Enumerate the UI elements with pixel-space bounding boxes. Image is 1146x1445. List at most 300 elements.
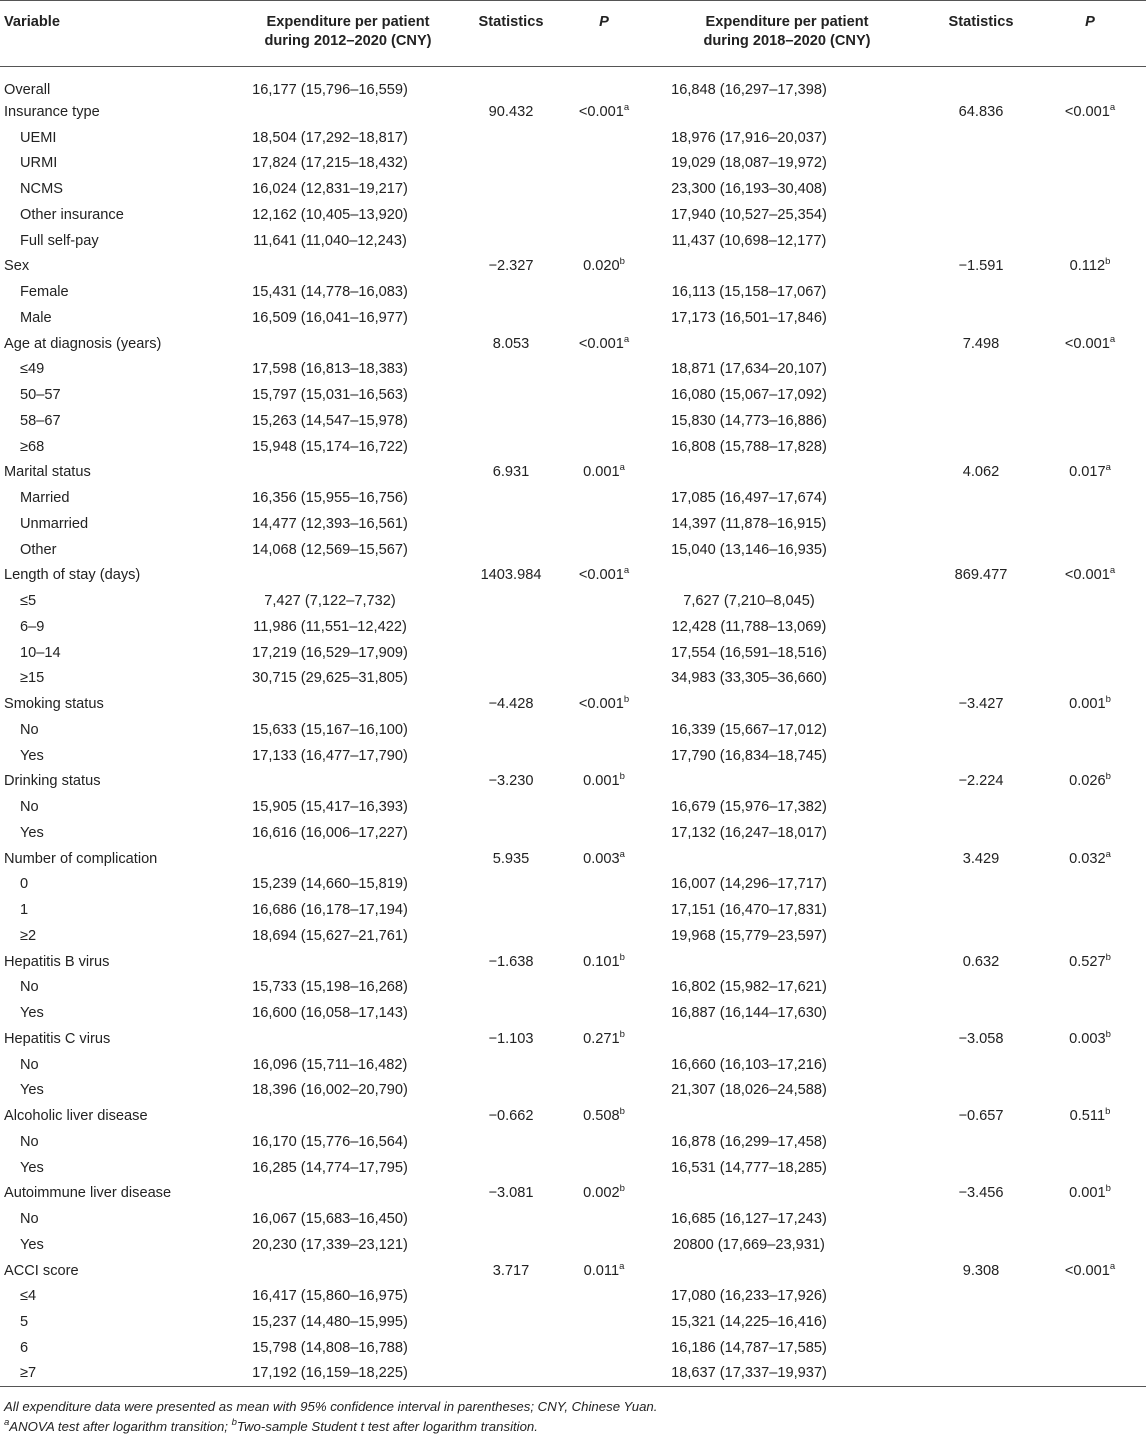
p-value-1-cell <box>562 537 646 563</box>
statistics-1-cell <box>460 67 562 100</box>
statistics-2-cell <box>928 537 1034 563</box>
statistics-1-cell <box>460 717 562 743</box>
p-value-2-cell <box>1034 537 1146 563</box>
p-value-1-cell <box>562 305 646 331</box>
p-value-1-cell <box>562 1052 646 1078</box>
expenditure-2012-2020-cell: 16,170 (15,776–16,564) <box>252 1133 408 1150</box>
statistics-2-cell: −2.224 <box>958 773 1004 790</box>
p-value-2-cell: <0.001$^a$ <box>1064 101 1116 120</box>
expenditure-2018-2020-cell: 16,531 (14,777–18,285) <box>671 1159 827 1176</box>
p-value-2-cell <box>1034 1309 1146 1335</box>
statistics-1-cell: 3.717 <box>492 1262 530 1279</box>
statistics-2-cell <box>928 640 1034 666</box>
expenditure-2018-2020-cell: 23,300 (16,193–30,408) <box>671 181 827 198</box>
variable-cell: UEMI <box>20 129 57 146</box>
statistics-1-cell <box>460 151 562 177</box>
statistics-1-cell <box>460 872 562 898</box>
p-value-2-cell <box>1034 176 1146 202</box>
header-p-1: P <box>599 14 609 30</box>
statistics-1-cell <box>460 588 562 614</box>
expenditure-2018-2020-cell: 17,151 (16,470–17,831) <box>671 902 827 919</box>
expenditure-2018-2020-cell: 21,307 (18,026–24,588) <box>671 1082 827 1099</box>
table-row <box>0 769 1146 795</box>
statistics-1-cell <box>460 1232 562 1258</box>
p-value-1-cell <box>562 1361 646 1387</box>
p-value-2-cell: 0.511$^b$ <box>1069 1106 1111 1125</box>
footnote-1: All expenditure data were presented as mean with 95% confidence interval in parentheses; CNY, Chinese Yuan. <box>4 1399 658 1414</box>
expenditure-2012-2020-cell: 15,797 (15,031–16,563) <box>252 387 408 404</box>
table-row <box>0 717 1146 743</box>
variable-cell: 0 <box>20 876 29 893</box>
variable-cell: ≤49 <box>20 361 45 378</box>
variable-cell: ACCI score <box>4 1262 79 1279</box>
p-value-1-cell <box>562 794 646 820</box>
p-value-2-cell <box>1034 1052 1146 1078</box>
expenditure-2012-2020-cell <box>236 254 460 280</box>
expenditure-2012-2020-cell <box>236 1258 460 1284</box>
variable-cell: Autoimmune liver disease <box>4 1185 172 1202</box>
variable-cell: No <box>20 1133 39 1150</box>
expenditure-2018-2020-cell: 16,808 (15,788–17,828) <box>671 438 827 455</box>
statistics-1-cell: 90.432 <box>488 103 534 120</box>
variable-cell: Female <box>20 284 69 301</box>
variable-cell: ≥2 <box>20 927 37 944</box>
p-value-2-cell <box>1034 1206 1146 1232</box>
p-value-1-cell <box>562 1232 646 1258</box>
statistics-1-cell <box>460 1206 562 1232</box>
variable-cell: No <box>20 1056 39 1073</box>
table-row <box>0 202 1146 228</box>
statistics-1-cell <box>460 279 562 305</box>
p-value-2-cell <box>1034 67 1146 100</box>
p-value-2-cell <box>1034 1361 1146 1387</box>
expenditure-2018-2020-cell: 19,029 (18,087–19,972) <box>671 155 827 172</box>
statistics-2-cell <box>928 125 1034 151</box>
statistics-1-cell: −3.230 <box>488 773 534 790</box>
p-value-2-cell <box>1034 666 1146 692</box>
table-row <box>0 305 1146 331</box>
expenditure-2012-2020-cell: 17,133 (16,477–17,790) <box>252 747 408 764</box>
expenditure-2018-2020-cell: 18,976 (17,916–20,037) <box>671 129 827 146</box>
p-value-2-cell <box>1034 1232 1146 1258</box>
expenditure-2018-2020-cell <box>646 331 928 357</box>
variable-cell: Full self-pay <box>20 232 99 249</box>
header-statistics-1: Statistics <box>478 14 544 30</box>
statistics-2-cell: 64.836 <box>958 103 1004 120</box>
expenditure-2012-2020-cell: 15,237 (14,480–15,995) <box>252 1314 408 1331</box>
variable-cell: Sex <box>4 258 30 275</box>
p-value-2-cell <box>1034 408 1146 434</box>
statistics-1-cell <box>460 228 562 254</box>
statistics-2-cell <box>928 202 1034 228</box>
variable-cell: Yes <box>20 1005 44 1022</box>
p-value-1-cell <box>562 357 646 383</box>
variable-cell: Overall <box>4 82 51 98</box>
expenditure-2012-2020-cell: 16,067 (15,683–16,450) <box>252 1211 408 1228</box>
expenditure-2018-2020-cell <box>646 254 928 280</box>
statistics-1-cell <box>460 125 562 151</box>
expenditure-2018-2020-cell <box>646 1103 928 1129</box>
expenditure-2018-2020-cell: 18,637 (17,337–19,937) <box>671 1365 827 1382</box>
p-value-1-cell: 0.003$^a$ <box>583 848 625 867</box>
expenditure-2018-2020-cell: 19,968 (15,779–23,597) <box>671 927 827 944</box>
table-row <box>0 1000 1146 1026</box>
p-value-1-cell <box>562 1206 646 1232</box>
statistics-2-cell <box>928 923 1034 949</box>
table-row <box>0 691 1146 717</box>
statistics-1-cell <box>460 1129 562 1155</box>
expenditure-2018-2020-cell: 16,679 (15,976–17,382) <box>671 799 827 816</box>
p-value-2-cell <box>1034 872 1146 898</box>
table-row <box>0 923 1146 949</box>
table-row <box>0 1181 1146 1207</box>
p-value-1-cell: <0.001$^a$ <box>578 565 630 584</box>
expenditure-2012-2020-cell: 16,417 (15,860–16,975) <box>252 1288 408 1305</box>
p-value-2-cell: <0.001$^a$ <box>1064 1260 1116 1279</box>
table-row <box>0 588 1146 614</box>
p-value-2-cell: 0.527$^b$ <box>1069 951 1111 970</box>
expenditure-2018-2020-cell: 11,437 (10,698–12,177) <box>671 232 827 249</box>
expenditure-2012-2020-cell: 14,477 (12,393–16,561) <box>252 515 408 532</box>
expenditure-2012-2020-cell: 20,230 (17,339–23,121) <box>252 1236 408 1253</box>
statistics-2-cell: −1.591 <box>958 258 1004 275</box>
statistics-1-cell <box>460 923 562 949</box>
table-row <box>0 975 1146 1001</box>
p-value-2-cell <box>1034 125 1146 151</box>
expenditure-2018-2020-cell <box>646 460 928 486</box>
expenditure-2012-2020-cell <box>236 1181 460 1207</box>
table-row <box>0 846 1146 872</box>
p-value-2-cell <box>1034 357 1146 383</box>
expenditure-2012-2020-cell: 15,633 (15,167–16,100) <box>252 721 408 738</box>
p-value-1-cell: <0.001$^a$ <box>578 101 630 120</box>
statistics-2-cell <box>928 176 1034 202</box>
variable-cell: Yes <box>20 1159 44 1176</box>
table-row <box>0 408 1146 434</box>
p-value-2-cell <box>1034 1155 1146 1181</box>
expenditure-2018-2020-cell: 16,660 (16,103–17,216) <box>671 1056 827 1073</box>
expenditure-2012-2020-cell: 18,694 (15,627–21,761) <box>252 927 408 944</box>
statistics-1-cell <box>460 975 562 1001</box>
statistics-1-cell <box>460 1335 562 1361</box>
statistics-1-cell <box>460 640 562 666</box>
variable-cell: ≤4 <box>20 1288 37 1305</box>
p-value-2-cell <box>1034 640 1146 666</box>
p-value-1-cell: 0.011$^a$ <box>583 1260 625 1279</box>
p-value-2-cell <box>1034 434 1146 460</box>
p-value-1-cell: <0.001$^b$ <box>578 694 630 713</box>
statistics-2-cell <box>928 151 1034 177</box>
header-statistics-2: Statistics <box>948 14 1014 30</box>
p-value-1-cell <box>562 279 646 305</box>
p-value-2-cell <box>1034 228 1146 254</box>
variable-cell: Unmarried <box>20 515 89 532</box>
variable-cell: Yes <box>20 824 44 841</box>
statistics-2-cell <box>928 743 1034 769</box>
expenditure-2012-2020-cell <box>236 691 460 717</box>
variable-cell: ≥15 <box>20 670 45 687</box>
p-value-1-cell <box>562 872 646 898</box>
expenditure-2012-2020-cell <box>236 1026 460 1052</box>
statistics-2-cell: −3.058 <box>958 1030 1004 1047</box>
table-row <box>0 1052 1146 1078</box>
p-value-2-cell <box>1034 1000 1146 1026</box>
expenditure-2018-2020-cell: 16,080 (15,067–17,092) <box>671 387 827 404</box>
p-value-1-cell <box>562 640 646 666</box>
expenditure-2018-2020-cell: 15,321 (14,225–16,416) <box>671 1314 827 1331</box>
p-value-1-cell <box>562 67 646 100</box>
p-value-1-cell: 0.002$^b$ <box>583 1183 625 1202</box>
p-value-2-cell: 0.001$^b$ <box>1069 694 1111 713</box>
variable-cell: 6–9 <box>20 618 45 635</box>
expenditure-2018-2020-cell: 17,132 (16,247–18,017) <box>671 824 827 841</box>
p-value-2-cell <box>1034 1129 1146 1155</box>
statistics-1-cell <box>460 382 562 408</box>
statistics-2-cell: 0.632 <box>962 953 1000 970</box>
expenditure-2012-2020-cell: 15,905 (15,417–16,393) <box>252 799 408 816</box>
p-value-1-cell <box>562 588 646 614</box>
table-row <box>0 485 1146 511</box>
statistics-2-cell <box>928 1335 1034 1361</box>
p-value-1-cell <box>562 666 646 692</box>
table-row <box>0 743 1146 769</box>
statistics-2-cell <box>928 434 1034 460</box>
variable-cell: Other <box>20 541 57 558</box>
expenditure-2018-2020-cell <box>646 1258 928 1284</box>
table-row <box>0 1258 1146 1284</box>
table-row <box>0 614 1146 640</box>
expenditure-2018-2020-cell <box>646 563 928 589</box>
expenditure-2018-2020-cell: 34,983 (33,305–36,660) <box>671 670 827 687</box>
expenditure-2012-2020-cell: 17,192 (16,159–18,225) <box>252 1365 408 1382</box>
expenditure-2012-2020-cell: 18,504 (17,292–18,817) <box>252 129 408 146</box>
statistics-2-cell <box>928 485 1034 511</box>
expenditure-2012-2020-cell: 16,024 (12,831–19,217) <box>252 181 408 198</box>
table-row <box>0 1309 1146 1335</box>
p-value-2-cell: 0.001$^b$ <box>1069 1183 1111 1202</box>
p-value-1-cell <box>562 897 646 923</box>
table-row <box>0 151 1146 177</box>
expenditure-2012-2020-cell: 16,600 (16,058–17,143) <box>252 1005 408 1022</box>
statistics-2-cell: 9.308 <box>962 1262 1000 1279</box>
expenditure-2012-2020-cell: 17,219 (16,529–17,909) <box>252 644 408 661</box>
variable-cell: Smoking status <box>4 696 104 713</box>
table-row <box>0 872 1146 898</box>
expenditure-2012-2020-cell <box>236 769 460 795</box>
table-row <box>0 897 1146 923</box>
p-value-1-cell <box>562 125 646 151</box>
statistics-1-cell: 8.053 <box>492 335 530 352</box>
statistics-1-cell <box>460 357 562 383</box>
statistics-1-cell: 6.931 <box>492 464 530 481</box>
table-row <box>0 949 1146 975</box>
p-value-2-cell <box>1034 1335 1146 1361</box>
p-value-2-cell <box>1034 743 1146 769</box>
variable-cell: Hepatitis C virus <box>4 1030 111 1047</box>
expenditure-2012-2020-cell: 15,239 (14,660–15,819) <box>252 876 408 893</box>
variable-cell: 58–67 <box>20 412 61 429</box>
p-value-1-cell <box>562 975 646 1001</box>
expenditure-2018-2020-cell: 16,887 (16,144–17,630) <box>671 1005 827 1022</box>
p-value-2-cell <box>1034 1078 1146 1104</box>
expenditure-2018-2020-cell: 16,685 (16,127–17,243) <box>671 1211 827 1228</box>
expenditure-2012-2020-cell: 16,356 (15,955–16,756) <box>252 490 408 507</box>
statistics-1-cell <box>460 1361 562 1387</box>
expenditure-2012-2020-cell: 15,798 (14,808–16,788) <box>252 1339 408 1356</box>
expenditure-2018-2020-cell: 17,080 (16,233–17,926) <box>671 1288 827 1305</box>
statistics-2-cell <box>928 1155 1034 1181</box>
table-row <box>0 1206 1146 1232</box>
table-row <box>0 1284 1146 1310</box>
variable-cell: 50–57 <box>20 387 61 404</box>
statistics-2-cell <box>928 872 1034 898</box>
p-value-1-cell <box>562 820 646 846</box>
expenditure-2018-2020-cell: 12,428 (11,788–13,069) <box>671 618 827 635</box>
expenditure-2018-2020-cell: 15,830 (14,773–16,886) <box>671 412 827 429</box>
p-value-2-cell: 0.032$^a$ <box>1069 848 1111 867</box>
p-value-2-cell <box>1034 614 1146 640</box>
variable-cell: Other insurance <box>20 206 124 223</box>
variable-cell: Yes <box>20 1082 44 1099</box>
p-value-2-cell <box>1034 975 1146 1001</box>
statistics-2-cell <box>928 1129 1034 1155</box>
p-value-1-cell <box>562 923 646 949</box>
p-value-2-cell: 0.003$^b$ <box>1069 1028 1111 1047</box>
table-row <box>0 434 1146 460</box>
expenditure-2012-2020-cell: 11,641 (11,040–12,243) <box>253 232 407 249</box>
expenditure-2018-2020-cell <box>646 99 928 125</box>
p-value-1-cell: 0.020$^b$ <box>583 256 625 275</box>
statistics-2-cell <box>928 1361 1034 1387</box>
table-row <box>0 563 1146 589</box>
p-value-2-cell <box>1034 382 1146 408</box>
p-value-2-cell <box>1034 717 1146 743</box>
table-row <box>0 228 1146 254</box>
expenditure-2012-2020-cell: 16,509 (16,041–16,977) <box>252 309 408 326</box>
statistics-2-cell: −3.456 <box>958 1185 1004 1202</box>
table-row <box>0 1026 1146 1052</box>
expenditure-2018-2020-cell: 17,085 (16,497–17,674) <box>671 490 827 507</box>
table-row <box>0 357 1146 383</box>
table-row <box>0 254 1146 280</box>
table-footnotes <box>0 1387 1146 1437</box>
statistics-2-cell <box>928 588 1034 614</box>
statistics-2-cell <box>928 1309 1034 1335</box>
statistics-2-cell <box>928 382 1034 408</box>
p-value-1-cell <box>562 151 646 177</box>
p-value-2-cell <box>1034 485 1146 511</box>
expenditure-2012-2020-cell: 15,431 (14,778–16,083) <box>252 284 408 301</box>
variable-cell: Insurance type <box>4 103 100 120</box>
variable-cell: Hepatitis B virus <box>4 953 110 970</box>
statistics-2-cell <box>928 1206 1034 1232</box>
p-value-1-cell: 0.271$^b$ <box>583 1028 625 1047</box>
p-value-1-cell <box>562 1129 646 1155</box>
p-value-2-cell <box>1034 151 1146 177</box>
expenditure-2012-2020-cell: 30,715 (29,625–31,805) <box>252 670 408 687</box>
statistics-2-cell <box>928 1000 1034 1026</box>
table-row <box>0 99 1146 125</box>
expenditure-2012-2020-cell <box>236 460 460 486</box>
table-row <box>0 1129 1146 1155</box>
expenditure-2012-2020-cell <box>236 563 460 589</box>
statistics-2-cell <box>928 408 1034 434</box>
expenditure-2018-2020-cell <box>646 846 928 872</box>
expenditure-2018-2020-cell: 16,878 (16,299–17,458) <box>671 1133 827 1150</box>
table-row <box>0 460 1146 486</box>
statistics-1-cell: 5.935 <box>492 850 530 867</box>
table-row <box>0 1335 1146 1361</box>
variable-cell: Male <box>20 309 52 326</box>
p-value-2-cell: <0.001$^a$ <box>1064 565 1116 584</box>
table-row <box>0 1155 1146 1181</box>
expenditure-2018-2020-cell <box>646 1181 928 1207</box>
expenditure-2018-2020-cell: 16,186 (14,787–17,585) <box>671 1339 827 1356</box>
header-expenditure-2018-2020: Expenditure per patient during 2018–2020 (CNY) <box>703 14 871 49</box>
variable-cell: ≥7 <box>20 1365 37 1382</box>
table-row <box>0 1103 1146 1129</box>
p-value-2-cell <box>1034 1284 1146 1310</box>
expenditure-2012-2020-cell: 17,598 (16,813–18,383) <box>252 361 408 378</box>
statistics-1-cell <box>460 614 562 640</box>
variable-cell: Length of stay (days) <box>4 567 141 584</box>
p-value-2-cell: 0.026$^b$ <box>1069 771 1111 790</box>
statistics-2-cell <box>928 511 1034 537</box>
variable-cell: 6 <box>20 1339 29 1356</box>
expenditure-2018-2020-cell: 16,113 (15,158–17,067) <box>671 284 827 301</box>
statistics-2-cell <box>928 820 1034 846</box>
variable-cell: No <box>20 721 39 738</box>
expenditure-2012-2020-cell: 16,686 (16,178–17,194) <box>252 902 408 919</box>
statistics-1-cell <box>460 485 562 511</box>
variable-cell: Yes <box>20 1236 44 1253</box>
expenditure-2012-2020-cell: 15,948 (15,174–16,722) <box>252 438 408 455</box>
p-value-2-cell: <0.001$^a$ <box>1064 333 1116 352</box>
statistics-2-cell: 3.429 <box>962 850 1000 867</box>
p-value-2-cell <box>1034 279 1146 305</box>
expenditure-2012-2020-cell: 7,427 (7,122–7,732) <box>264 593 396 610</box>
expenditure-2012-2020-cell: 11,986 (11,551–12,422) <box>253 618 407 635</box>
statistics-1-cell <box>460 1078 562 1104</box>
table-row <box>0 382 1146 408</box>
expenditure-2018-2020-cell: 17,554 (16,591–18,516) <box>671 644 827 661</box>
p-value-1-cell <box>562 382 646 408</box>
variable-cell: Alcoholic liver disease <box>4 1108 148 1125</box>
statistics-1-cell <box>460 305 562 331</box>
statistics-2-cell <box>928 1284 1034 1310</box>
variable-cell: 1 <box>20 902 29 919</box>
expenditure-2012-2020-cell: 14,068 (12,569–15,567) <box>252 541 408 558</box>
p-value-1-cell <box>562 614 646 640</box>
p-value-2-cell <box>1034 820 1146 846</box>
p-value-2-cell <box>1034 202 1146 228</box>
p-value-1-cell <box>562 1309 646 1335</box>
statistics-2-cell <box>928 1052 1034 1078</box>
p-value-2-cell <box>1034 923 1146 949</box>
expenditure-2018-2020-cell: 14,397 (11,878–16,915) <box>671 515 827 532</box>
p-value-1-cell <box>562 1284 646 1310</box>
statistics-2-cell <box>928 357 1034 383</box>
table-row <box>0 1232 1146 1258</box>
table-row <box>0 331 1146 357</box>
variable-cell: Marital status <box>4 464 91 481</box>
expenditure-2012-2020-cell: 15,263 (14,547–15,978) <box>252 412 408 429</box>
p-value-1-cell <box>562 485 646 511</box>
p-value-2-cell <box>1034 305 1146 331</box>
statistics-2-cell <box>928 614 1034 640</box>
expenditure-2012-2020-cell: 18,396 (16,002–20,790) <box>252 1082 408 1099</box>
statistics-2-cell <box>928 897 1034 923</box>
